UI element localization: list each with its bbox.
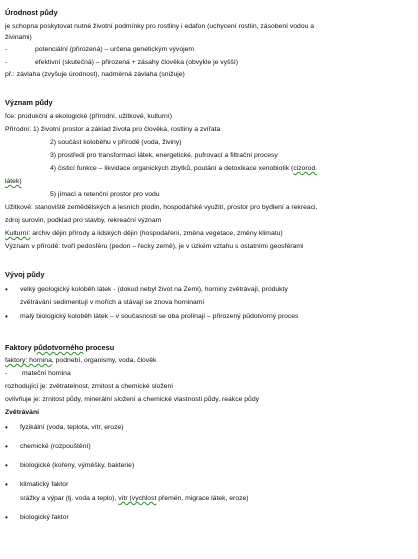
subheading-zvetravani: Zvětrávání <box>5 409 40 416</box>
list-item: efektivní (skutečná) – přirozená + zásahy člověka (obvykle je vyšší) <box>35 59 239 66</box>
paragraph-line: př.: závlaha (zvyšuje úrodnost), nadměrná závlaha (snižuje) <box>5 71 185 78</box>
bullet-item: • biologické (kořeny, výměšky, bakterie) <box>20 461 134 470</box>
paragraph-line: Význam v přírodě: tvoří pedosféru (pedon – řecky země), je v úzkém vztahu s ostatními geosférami <box>5 243 304 250</box>
paragraph-line: Přírodní: 1) životní prostor a základ života pro člověka, rostliny a zvířata <box>5 126 221 133</box>
paragraph-line: látek) <box>5 178 22 185</box>
heading-urodnost: Úrodnost půdy <box>5 8 58 17</box>
bullet-item: • velký geologický koloběh látek - (dokud nebyl život na Zemi), horniny zvětrávají, produkty <box>20 285 288 294</box>
bullet-item: • malý biologický koloběh látek – v současnosti se oba prolínají – přirozený pŭdotvorný proces <box>20 312 298 321</box>
paragraph-line: rozhodující je: zvětratelnost, zrnitost a chemické složení <box>5 383 174 390</box>
paragraph-line: živinami) <box>5 34 32 41</box>
dash-marker: - <box>5 46 8 53</box>
heading-vyvoj: Vývoj půdy <box>5 270 45 279</box>
numbered-item: 3) prostředí pro transformaci látek, energetické, pufrovací a filtrační procesy <box>50 152 278 159</box>
heading-vyznam: Význam půdy <box>5 98 53 107</box>
numbered-item: 2) součást koloběhu v přírodě (voda, živiny) <box>50 139 182 146</box>
paragraph-line: je schopna poskytovat nutné životní podmínky pro rostliny i edafon (uchycení rostlin, zásobení vodou a <box>5 23 315 30</box>
paragraph-line: srážky a výpar (tj. voda a teplo), vítr (vychlost přemën, migrace látek, eroze) <box>20 495 249 502</box>
bullet-item: • klimatický faktor <box>20 480 68 489</box>
paragraph-line: faktory: hornina, podnebí, organismy, voda, člověk <box>5 357 157 364</box>
paragraph-line: ovlivňuje je: zrnitost půdy, minerální složení a chemické vlastnosti půdy, reakce půdy <box>5 396 260 403</box>
bullet-item: • chemické (rozpouštění) <box>20 442 91 451</box>
paragraph-line: zvětrávání sedimentují v mořích a stávají se znova horninami <box>20 299 204 306</box>
list-item: mateční hornina <box>22 370 71 377</box>
paragraph-line: Kulturní: archiv dějin přírody a lidských dějin (hospodaření, změna vegetace, změny klimatu) <box>5 230 283 237</box>
paragraph-line: zdroj surovin, podklad pro stavby, rekreační význam <box>5 217 162 224</box>
heading-faktory: Faktory půdotvorného procesu <box>5 343 115 352</box>
bullet-item: • fyzikální (voda, teplota, vítr, eroze) <box>20 423 124 432</box>
numbered-item: 4) čisticí funkce – likvidace organických zbytků, poutání a detoxikace xenobiotik (cizorod. <box>50 165 318 172</box>
dash-marker: - <box>5 370 8 377</box>
bullet-item: • biologický faktor <box>20 513 69 522</box>
paragraph-line: fce: produkční a ekologické (přírodní, užitkové, kulturní) <box>5 113 172 120</box>
paragraph-line: Užitkové: stanoviště zemědělských a lesních plodin, hospodářské využití, prostor pro bydlení a rekreaci, <box>5 204 318 211</box>
list-item: potenciální (přirozená) – určena genetickým vývojem <box>35 46 195 53</box>
numbered-item: 5) jímací a retenční prostor pro vodu <box>50 191 160 198</box>
dash-marker: - <box>5 59 8 66</box>
